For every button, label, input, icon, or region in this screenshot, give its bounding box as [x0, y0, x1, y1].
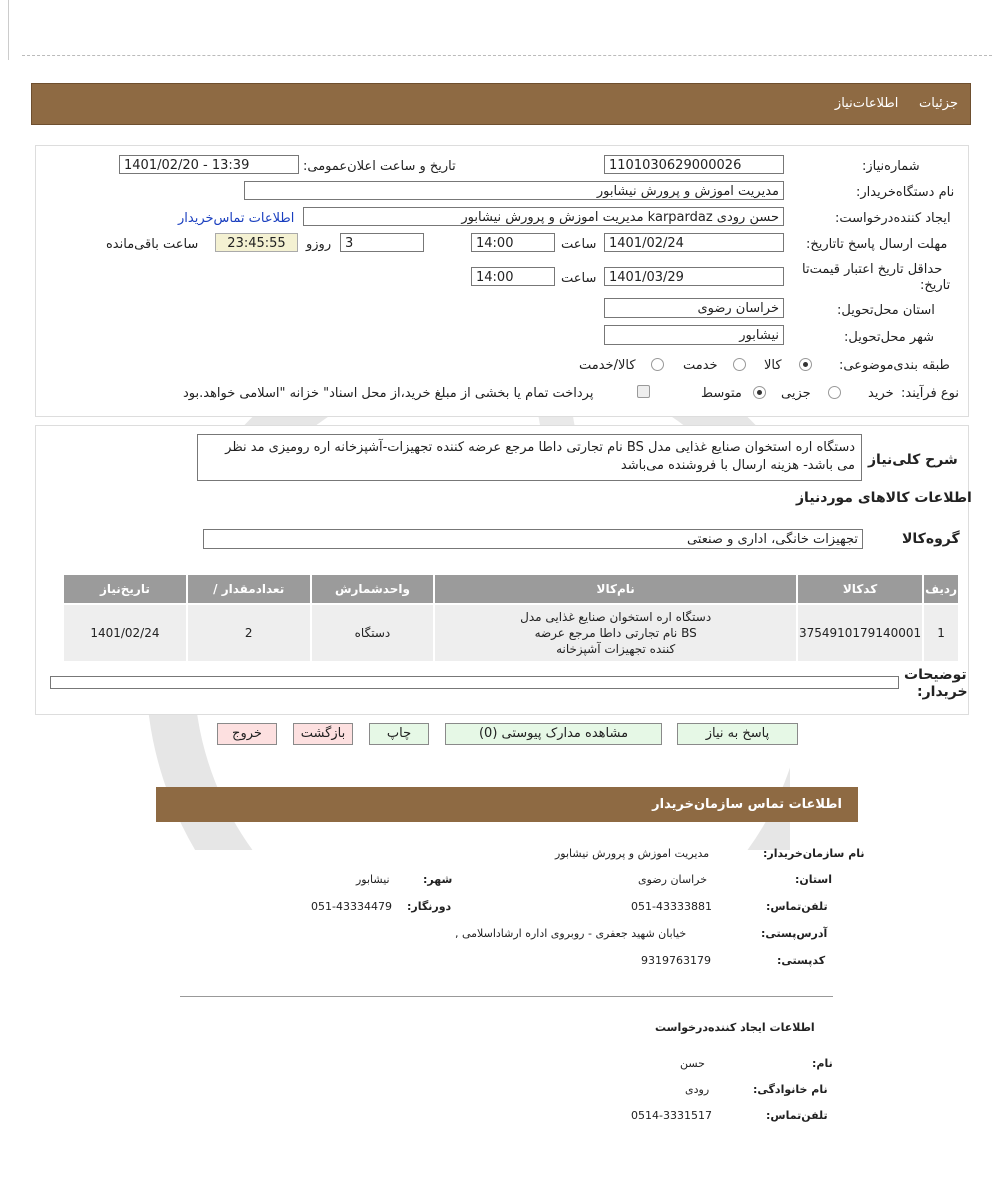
contact-address-value: خیابان شهید جعفری - روبروی اداره ارشاداسلامی , [455, 927, 687, 940]
contact-postal-label: کدپستی: [777, 954, 826, 967]
process-label: نوع فرآیند: [901, 386, 959, 401]
table-header-row [64, 575, 958, 603]
contact-postal-value: 9319763179 [641, 954, 711, 967]
contact-city-value: نیشابور [356, 873, 390, 886]
col-unit: واحدشمارش [312, 575, 434, 603]
creator-name-value: حسن [680, 1057, 705, 1070]
validity-time-field: 14:00 [471, 267, 555, 286]
buyer-field: مدیریت اموزش و پرورش نیشابور [244, 181, 784, 200]
col-date: تاریخ‌نیاز [64, 575, 186, 603]
description-box: دستگاه اره استخوان صنایع غذایی مدل BS نام تجارتی داطا مرجع عرضه کننده تجهیزات-آشپزخانه اره رومیزی مد نظر می باشد- هزینه ارسال با فروشنده می‌باشد [197, 434, 862, 481]
header-title [835, 96, 958, 111]
contact-city-label: شهر: [423, 873, 453, 886]
page-header-bar [31, 83, 971, 125]
need-number-field: 1101030629000026 [604, 155, 784, 174]
cell-name [435, 605, 796, 661]
deadline-time-label: ساعت [561, 237, 597, 252]
col-name: نام‌کالا [435, 575, 796, 603]
buyer-notes-label-line2: خریدار: [917, 684, 968, 700]
announce-date-field: 1401/02/20 - 13:39 [119, 155, 299, 174]
radio-medium-label: متوسط [701, 386, 742, 401]
contact-phone-value: 051-43333881 [631, 900, 712, 913]
payment-checkbox[interactable] [637, 385, 650, 398]
left-border-line [8, 0, 9, 60]
cell-unit: دستگاه [312, 605, 434, 661]
remaining-label: ساعت باقی‌مانده [106, 237, 199, 252]
creator-family-value: رودی [685, 1083, 710, 1096]
description-label: شرح کلی‌نیاز [868, 452, 958, 468]
need-number-label: شماره‌نیاز: [862, 159, 920, 174]
goods-group-field: تجهیزات خانگی، اداری و صنعتی [203, 529, 863, 549]
radio-service-label: خدمت [683, 358, 718, 373]
payment-note: پرداخت تمام یا بخشی از مبلغ خرید،از محل اسناد" خزانه "اسلامی خواهد.بود [183, 386, 594, 401]
attachments-button[interactable]: مشاهده مدارک پیوستی (0) [445, 723, 662, 745]
contact-address-label: آدرس‌پستی: [761, 927, 828, 940]
category-label: طبقه بندی‌موضوعی: [839, 358, 950, 373]
deadline-time-field: 14:00 [471, 233, 555, 252]
process-buy-label: خرید [868, 386, 894, 401]
reply-button[interactable]: پاسخ به نیاز [677, 723, 798, 745]
contact-section-header [156, 787, 858, 822]
province-field: خراسان رضوی [604, 298, 784, 318]
cell-name-line3: کننده تجهیزات آشپزخانه [556, 642, 676, 656]
creator-phone-value: 0514-3331517 [631, 1109, 712, 1122]
city-field: نیشابور [604, 325, 784, 345]
radio-goods-service[interactable] [651, 358, 664, 371]
goods-group-label: گروه‌کالا [902, 531, 960, 547]
cell-row: 1 [924, 605, 958, 661]
remaining-timer: 23:45:55 [215, 233, 298, 252]
tab-details[interactable]: جزئیات [919, 96, 958, 111]
creator-field: حسن رودی karpardaz مدیریت اموزش و پرورش نیشابور [303, 207, 784, 226]
org-value: مدیریت اموزش و پرورش نیشابور [555, 847, 710, 860]
contact-section-title: اطلاعات تماس سازمان‌خریدار [652, 797, 842, 812]
cell-date: 1401/02/24 [64, 605, 186, 661]
contact-fax-label: دورنگار: [407, 900, 452, 913]
radio-service[interactable] [733, 358, 746, 371]
days-label: روزو [306, 237, 332, 252]
goods-table [62, 573, 960, 663]
buyer-contact-link[interactable]: اطلاعات تماس‌خریدار [178, 211, 295, 226]
creator-family-label: نام خانوادگی: [753, 1083, 828, 1096]
radio-partial-label: جزیی [781, 386, 811, 401]
deadline-date-field: 1401/02/24 [604, 233, 784, 252]
contact-separator [180, 996, 833, 997]
validity-label-line2: تاریخ: [920, 278, 951, 293]
cell-name-line2: BS نام تجارتی داطا مرجع عرضه [534, 626, 697, 640]
announce-date-label: تاریخ و ساعت اعلان‌عمومی: [303, 159, 456, 174]
org-label: نام سازمان‌خریدار: [763, 847, 865, 860]
radio-medium[interactable] [753, 386, 766, 399]
creator-phone-label: تلفن‌تماس: [766, 1109, 828, 1122]
radio-goods-service-label: کالا/خدمت [579, 358, 636, 373]
col-code: کدکالا [798, 575, 922, 603]
radio-goods-label: کالا [764, 358, 782, 373]
contact-province-label: استان: [795, 873, 832, 886]
exit-button[interactable]: خروج [217, 723, 277, 745]
validity-time-label: ساعت [561, 271, 597, 286]
buyer-notes-field [50, 676, 899, 689]
radio-partial[interactable] [828, 386, 841, 399]
validity-label-line1: حداقل تاریخ اعتبار قیمت‌تا [802, 262, 943, 277]
city-label: شهر محل‌تحویل: [844, 330, 934, 345]
col-row: ردیف [924, 575, 958, 603]
contact-province-value: خراسان رضوی [638, 873, 708, 886]
tab-need-info[interactable]: اطلاعات‌نیاز [834, 96, 899, 111]
col-qty: تعدادمقدار / [188, 575, 310, 603]
cell-name-line1: دستگاه اره استخوان صنایع غذایی مدل [520, 610, 712, 624]
province-label: استان محل‌تحویل: [837, 303, 935, 318]
creator-name-label: نام: [812, 1057, 833, 1070]
buyer-notes-label-line1: توضیحات [904, 667, 967, 683]
cell-qty: 2 [188, 605, 310, 661]
contact-phone-label: تلفن‌تماس: [766, 900, 828, 913]
deadline-label: مهلت ارسال پاسخ تا‌تاریخ: [806, 237, 948, 252]
creator-info-title: اطلاعات ایجاد کننده‌درخواست [655, 1021, 815, 1034]
validity-date-field: 1401/03/29 [604, 267, 784, 286]
print-button[interactable]: چاپ [369, 723, 429, 745]
contact-fax-value: 051-43334479 [311, 900, 392, 913]
dotted-divider [22, 55, 992, 56]
back-button[interactable]: بازگشت [293, 723, 353, 745]
buyer-label: نام دستگاه‌خریدار: [856, 185, 955, 200]
creator-label: ایجاد کننده‌درخواست: [835, 211, 951, 226]
cell-code: 3754910179140001 [798, 605, 922, 661]
radio-goods[interactable] [799, 358, 812, 371]
table-row [64, 605, 958, 661]
goods-info-title: اطلاعات کالاهای موردنیاز [796, 490, 972, 506]
days-field: 3 [340, 233, 424, 252]
